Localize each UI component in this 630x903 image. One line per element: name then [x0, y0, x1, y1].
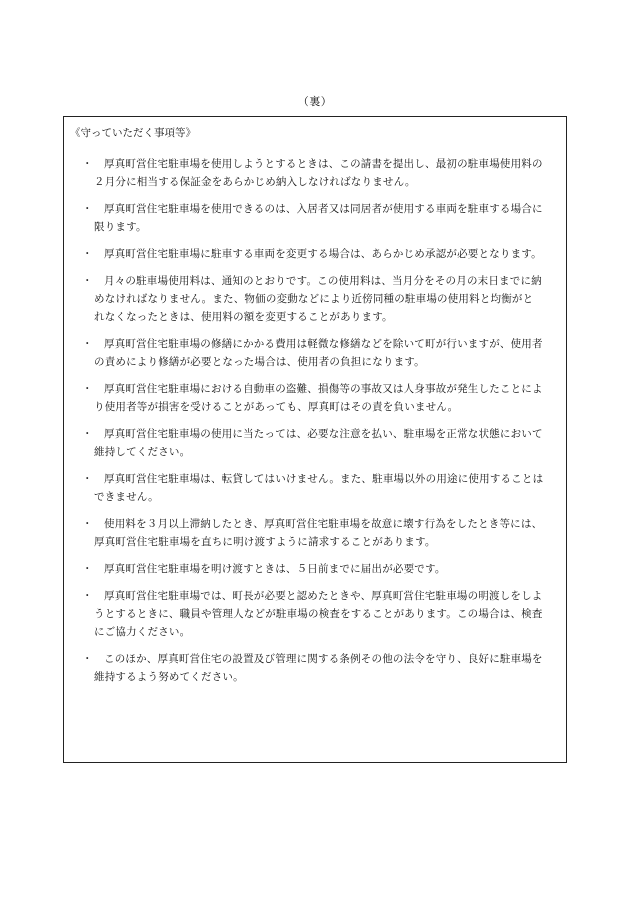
bullet: ・ — [82, 653, 93, 665]
bullet: ・ — [82, 338, 93, 350]
rule-item — [64, 587, 566, 641]
bullet: ・ — [82, 518, 93, 530]
rule-text: 厚真町営住宅駐車場における自動車の盗難、損傷等の事故又は人身事故が発生したことにより使用者等が損害を受けることがあっても、厚真町はその責を負いません。 — [94, 383, 543, 413]
rules-box — [63, 116, 567, 763]
rule-item — [64, 650, 566, 686]
rule-text: 厚真町営住宅駐車場に駐車する車両を変更する場合は、あらかじめ承認が必要となります。 — [104, 248, 542, 260]
page-heading: （裏） — [297, 95, 333, 108]
rule-text: 月々の駐車場使用料は、通知のとおりです。この使用料は、当月分をその月の末日までに納めなければなりません。また、物価の変動などにより近傍同種の駐車場の使用料と均衡がとれなくなったときは、使用料の額を変更することがあります。 — [94, 275, 542, 323]
rules-list — [64, 155, 566, 695]
rule-text: 使用料を３月以上滞納したとき、厚真町営住宅駐車場を故意に壊す行為をしたとき等には、厚真町営住宅駐車場を直ちに明け渡すように請求することがあります。 — [94, 518, 543, 548]
rule-item — [64, 515, 566, 551]
rule-item — [64, 155, 566, 191]
rule-text: 厚真町営住宅駐車場を使用しようとするときは、この請書を提出し、最初の駐車場使用料の２月分に相当する保証金をあらかじめ納入しなければなりません。 — [94, 158, 543, 188]
rule-item — [64, 470, 566, 506]
rule-item — [64, 200, 566, 236]
rule-item — [64, 272, 566, 326]
rule-item — [64, 335, 566, 371]
bullet: ・ — [82, 473, 93, 485]
bullet: ・ — [82, 563, 93, 575]
rule-item — [64, 380, 566, 416]
rule-item — [64, 425, 566, 461]
bullet: ・ — [82, 383, 93, 395]
bullet: ・ — [82, 428, 93, 440]
bullet: ・ — [82, 248, 93, 260]
bullet: ・ — [82, 158, 93, 170]
rule-text: 厚真町営住宅駐車場を使用できるのは、入居者又は同居者が使用する車両を駐車する場合に限ります。 — [94, 203, 543, 233]
rule-text: 厚真町営住宅駐車場を明け渡すときは、５日前までに届出が必要です。 — [104, 563, 446, 575]
rule-text: 厚真町営住宅駐車場は、転貸してはいけません。また、駐車場以外の用途に使用することはできません。 — [94, 473, 544, 503]
rules-title: 《守っていただく事項等》 — [70, 127, 196, 139]
rule-item — [64, 245, 566, 263]
bullet: ・ — [82, 203, 93, 215]
rule-text: 厚真町営住宅駐車場では、町長が必要と認めたときや、厚真町営住宅駐車場の明渡しをしようとするときに、職員や管理人などが駐車場の検査をすることがあります。この場合は、検査にご協力ください。 — [94, 590, 543, 638]
bullet: ・ — [82, 275, 93, 287]
rule-text: 厚真町営住宅駐車場の使用に当たっては、必要な注意を払い、駐車場を正常な状態において維持してください。 — [94, 428, 543, 458]
rule-text: 厚真町営住宅駐車場の修繕にかかる費用は軽微な修繕などを除いて町が行いますが、使用者の責めにより修繕が必要となった場合は、使用者の負担になります。 — [94, 338, 543, 368]
rule-text: このほか、厚真町営住宅の設置及び管理に関する条例その他の法令を守り、良好に駐車場を維持するよう努めてください。 — [94, 653, 543, 683]
bullet: ・ — [82, 590, 93, 602]
rule-item — [64, 560, 566, 578]
